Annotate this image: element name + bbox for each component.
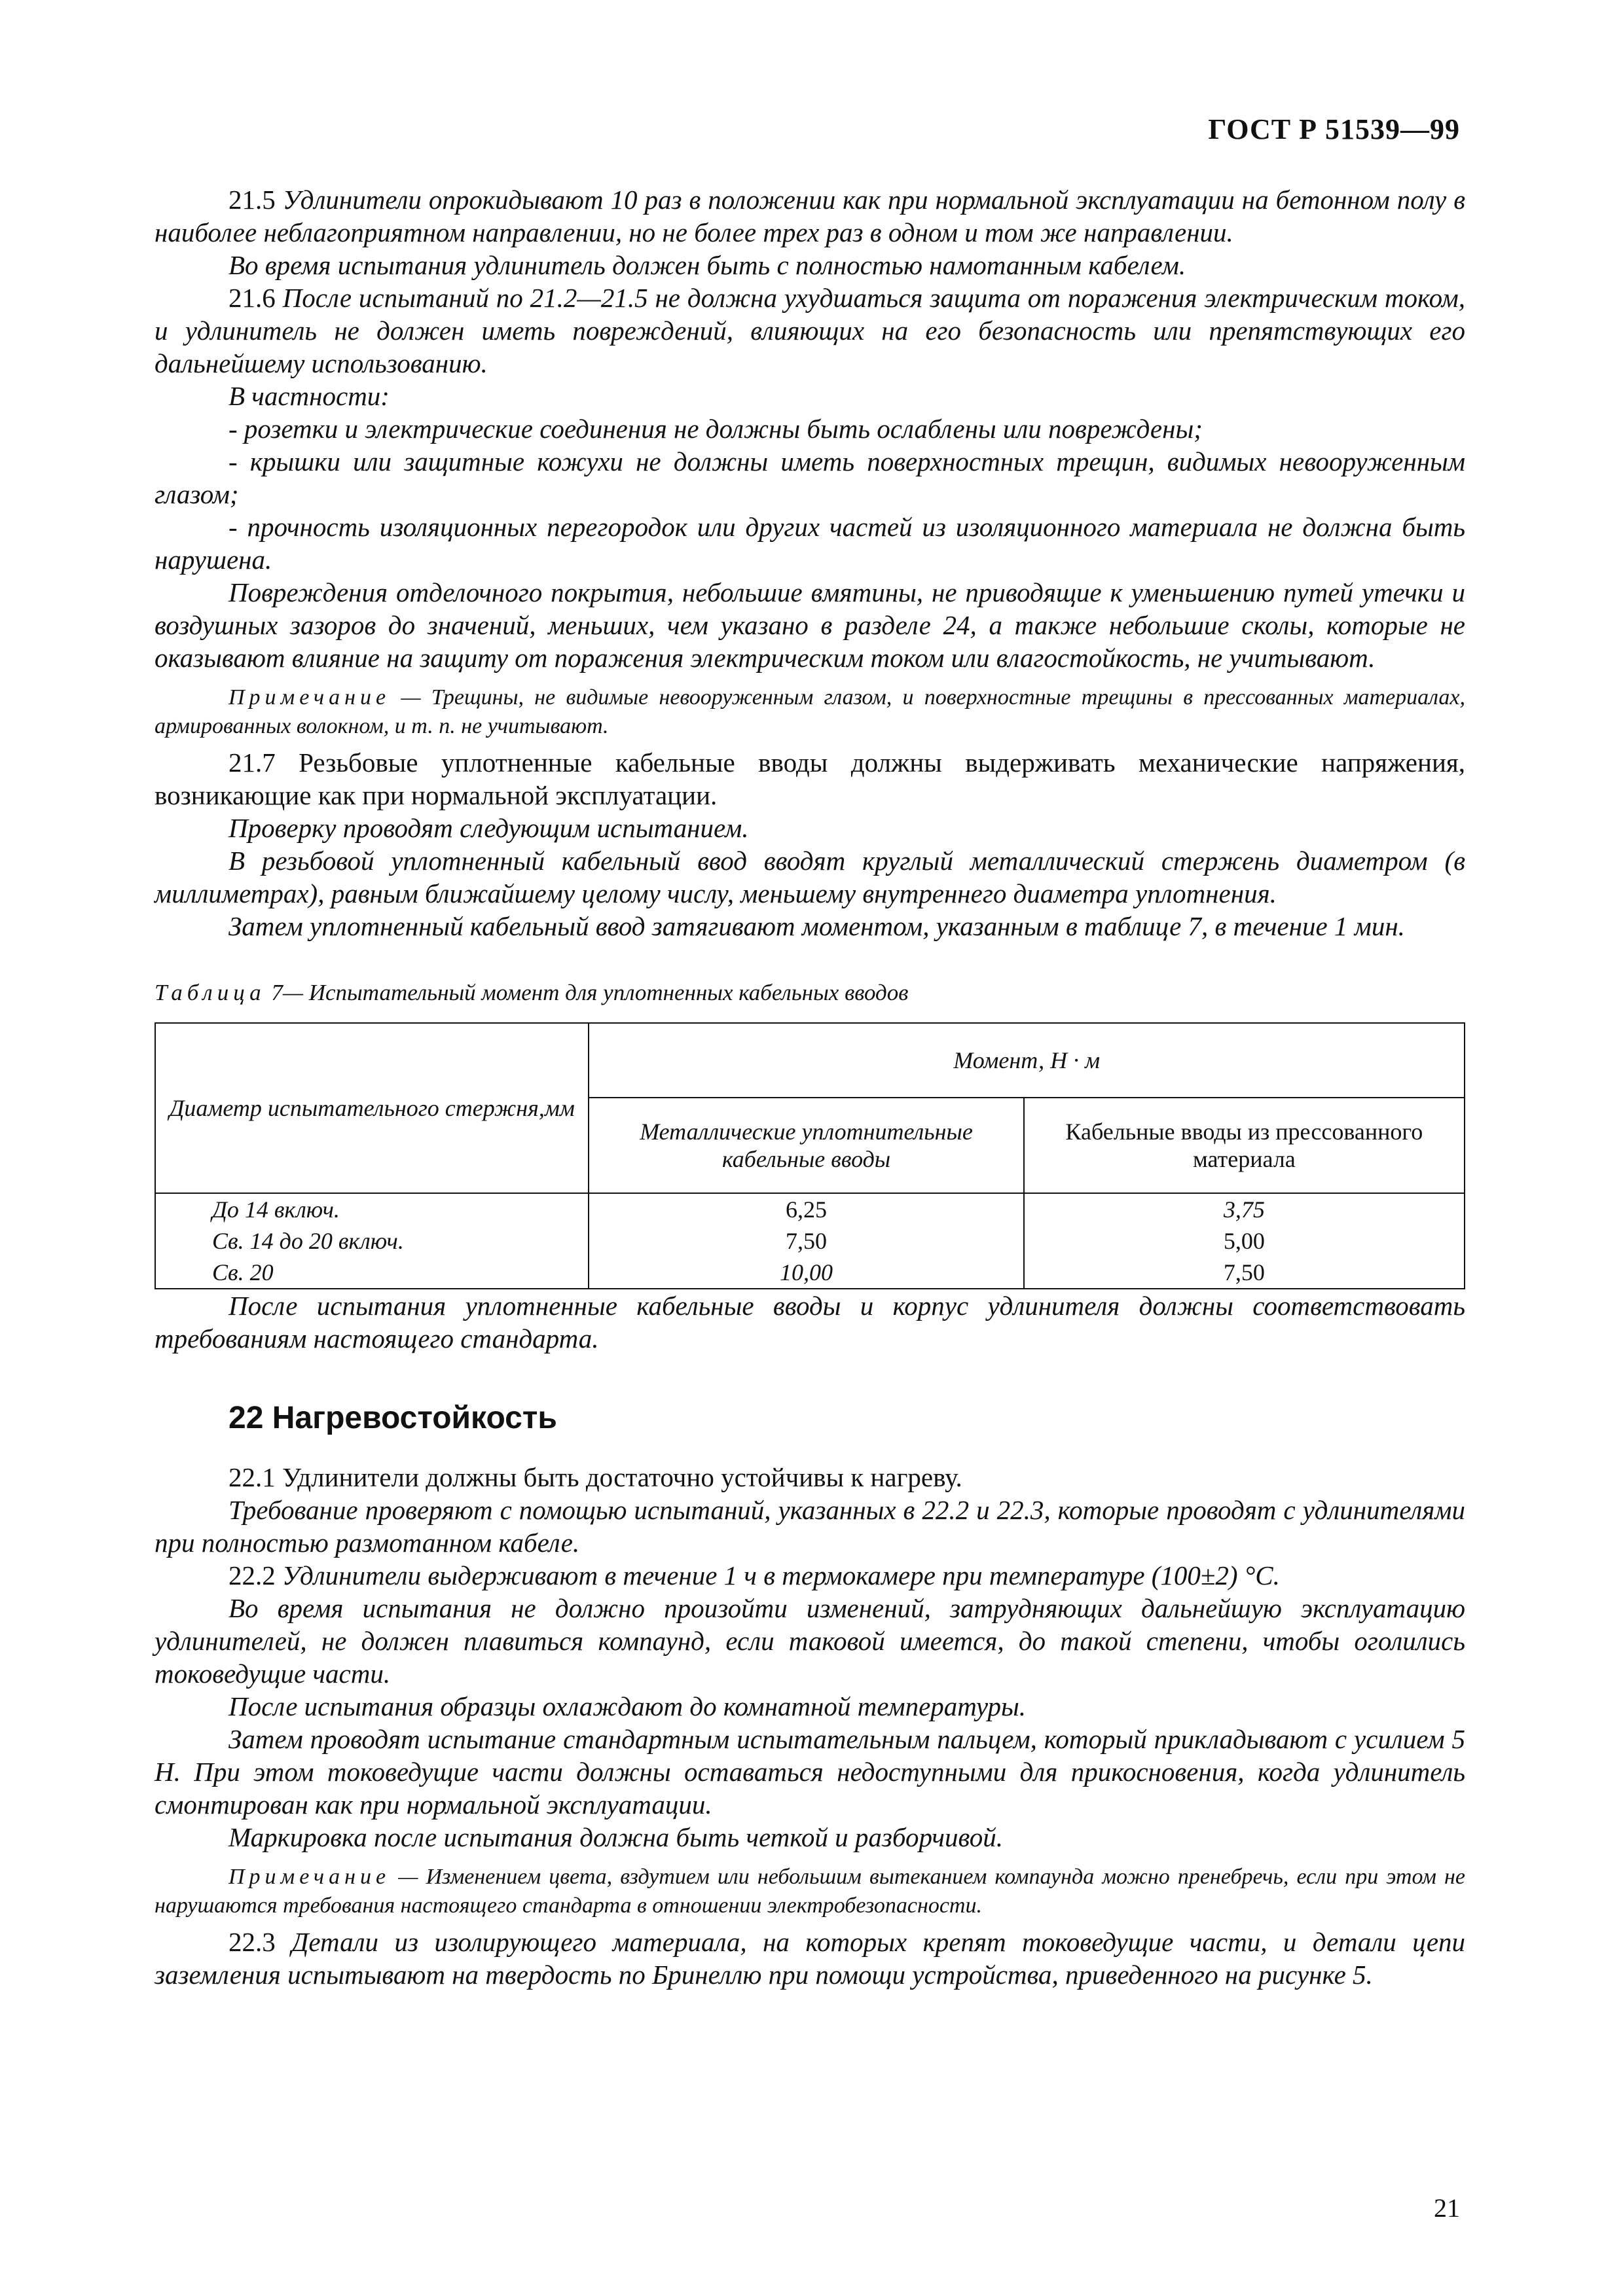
paragraph-22-2-finger: Затем проводят испытание стандартным испытательным пальцем, который прикладывают с усилием 5 Н. При этом токоведущие части должны оставаться недоступными для прикосновения, когда удлинитель смонтирован как при нормальной эксплуатации.	[155, 1724, 1465, 1820]
clause-text: После испытаний по 21.2—21.5 не должна ухудшаться защита от поражения электрическим током, и удлинитель не должен иметь повреждений, влияющих на его безопасность или препятствующих его дальнейшему использованию.	[155, 283, 1465, 378]
note-cracks	[155, 683, 1465, 741]
paragraph-21-7-rod: В резьбовой уплотненный кабельный ввод вводят круглый металлический стержень диаметром (в миллиметрах), равным ближайшему целому числу, меньшему внутреннего диаметра уплотнения.	[155, 846, 1465, 908]
table-7-caption	[155, 977, 1465, 1009]
paragraph-22-2-changes: Во время испытания не должно произойти изменений, затрудняющих дальнейшую эксплуатацию удлинителей, не должен плавиться компаунд, если таковой имеется, до такой степени, чтобы оголились токоведущие части.	[155, 1593, 1465, 1689]
paragraph-damage: Повреждения отделочного покрытия, небольшие вмятины, не приводящие к уменьшению путей утечки и воздушных зазоров до значений, меньших, чем указано в разделе 24, а также небольшие сколы, которые не оказывают влияние на защиту от поражения электрическим током или влагостойкость, не учитывают.	[155, 577, 1465, 673]
note-compound	[155, 1863, 1465, 1920]
clause-text: Удлинители опрокидывают 10 раз в положении как при нормальной эксплуатации на бетонном полу в наиболее неблагоприятном направлении, но не более трех раз в одном и том же направлении.	[155, 185, 1465, 247]
cell-metal: 7,50	[589, 1225, 1023, 1257]
cell-diameter: До 14 включ.	[155, 1193, 589, 1225]
paragraph-21-7-check: Проверку проводят следующим испытанием.	[228, 813, 749, 843]
list-item: - прочность изоляционных перегородок или других частей из изоляционного материала не должна быть нарушена.	[155, 512, 1465, 575]
cell-pressed: 7,50	[1024, 1257, 1465, 1289]
document-code-header: ГОСТ Р 51539—99	[1208, 113, 1460, 145]
paragraph-22-2-cool: После испытания образцы охлаждают до комнатной температуры.	[228, 1691, 1027, 1721]
note-label: Примечание	[228, 685, 391, 709]
paragraph-21-7-tighten: Затем уплотненный кабельный ввод затягивают моментом, указанным в таблице 7, в течение 1 мин.	[228, 911, 1405, 941]
column-header-diameter: Диаметр испытательного стержня,мм	[155, 1023, 589, 1193]
page-number: 21	[1434, 2193, 1460, 2223]
clause-number: 21.5	[228, 185, 276, 215]
column-header-pressed: Кабельные вводы из прессованного материала	[1024, 1098, 1465, 1193]
clause-text: Детали из изолирующего материала, на которых крепят токоведущие части, и детали цепи заземления испытывают на твердость по Бринеллю при помощи устройства, приведенного на рисунке 5.	[155, 1927, 1466, 1990]
table-caption-text: 7— Испытательный момент для уплотненных кабельных вводов	[265, 980, 909, 1005]
cell-metal: 10,00	[589, 1257, 1023, 1289]
clause-number: 22.3	[228, 1927, 276, 1957]
paragraph-21-7: 21.7 Резьбовые уплотненные кабельные вводы должны выдерживать механические напряжения, возникающие как при нормальной эксплуатации.	[155, 747, 1465, 810]
list-item: - розетки и электрические соединения не должны быть ослаблены или повреждены;	[228, 414, 1203, 444]
note-text: — Трещины, не видимые невооруженным глазом, и поверхностные трещины в прессованных материалах, армированных волокном, и т. п. не учитывают.	[155, 685, 1465, 738]
table-row	[155, 1257, 1465, 1289]
paragraph-21-6	[155, 281, 1465, 380]
paragraph-22-1-check: Требование проверяют с помощью испытаний, указанных в 22.2 и 22.3, которые проводят с удлинителями при полностью размотанном кабеле.	[155, 1495, 1465, 1558]
paragraph-particular: В частности:	[228, 381, 390, 411]
column-header-moment: Момент, Н · м	[589, 1023, 1465, 1098]
cell-pressed: 3,75	[1024, 1193, 1465, 1225]
clause-number: 22.2	[228, 1560, 276, 1590]
paragraph-22-2	[155, 1559, 1465, 1592]
section-heading-22: 22 Нагревостойкость	[228, 1401, 557, 1435]
paragraph-after-table: После испытания уплотненные кабельные вводы и корпус удлинителя должны соответствовать требованиям настоящего стандарта.	[155, 1291, 1465, 1354]
cell-metal: 6,25	[589, 1193, 1023, 1225]
table-7	[155, 1022, 1465, 1289]
paragraph-22-3	[155, 1926, 1465, 1991]
clause-number: 21.6	[228, 283, 276, 313]
clause-text: Удлинители выдерживают в течение 1 ч в термокамере при температуре (100±2) °С.	[282, 1560, 1280, 1590]
list-item: - крышки или защитные кожухи не должны иметь поверхностных трещин, видимых невооруженным глазом;	[155, 446, 1465, 509]
paragraph-22-2-marking: Маркировка после испытания должна быть четкой и разборчивой.	[228, 1822, 1003, 1852]
paragraph-21-5	[155, 183, 1465, 249]
column-header-metal: Металлические уплотнительные кабельные вводы	[589, 1098, 1023, 1193]
page-content	[155, 183, 1465, 1991]
cell-pressed: 5,00	[1024, 1225, 1465, 1257]
paragraph-22-1: 22.1 Удлинители должны быть достаточно устойчивы к нагреву.	[228, 1462, 962, 1492]
table-caption-label: Таблица	[155, 980, 266, 1005]
table-row	[155, 1225, 1465, 1257]
cell-diameter: Св. 20	[155, 1257, 589, 1289]
note-text: — Изменением цвета, вздутием или небольшим вытеканием компаунда можно пренебречь, если при этом не нарушаются требования настоящего стандарта в отношении электробезопасности.	[155, 1865, 1465, 1918]
paragraph-21-5-cable: Во время испытания удлинитель должен быть с полностью намотанным кабелем.	[228, 250, 1186, 280]
table-row	[155, 1193, 1465, 1225]
cell-diameter: Св. 14 до 20 включ.	[155, 1225, 589, 1257]
note-label: Примечание	[228, 1865, 391, 1889]
